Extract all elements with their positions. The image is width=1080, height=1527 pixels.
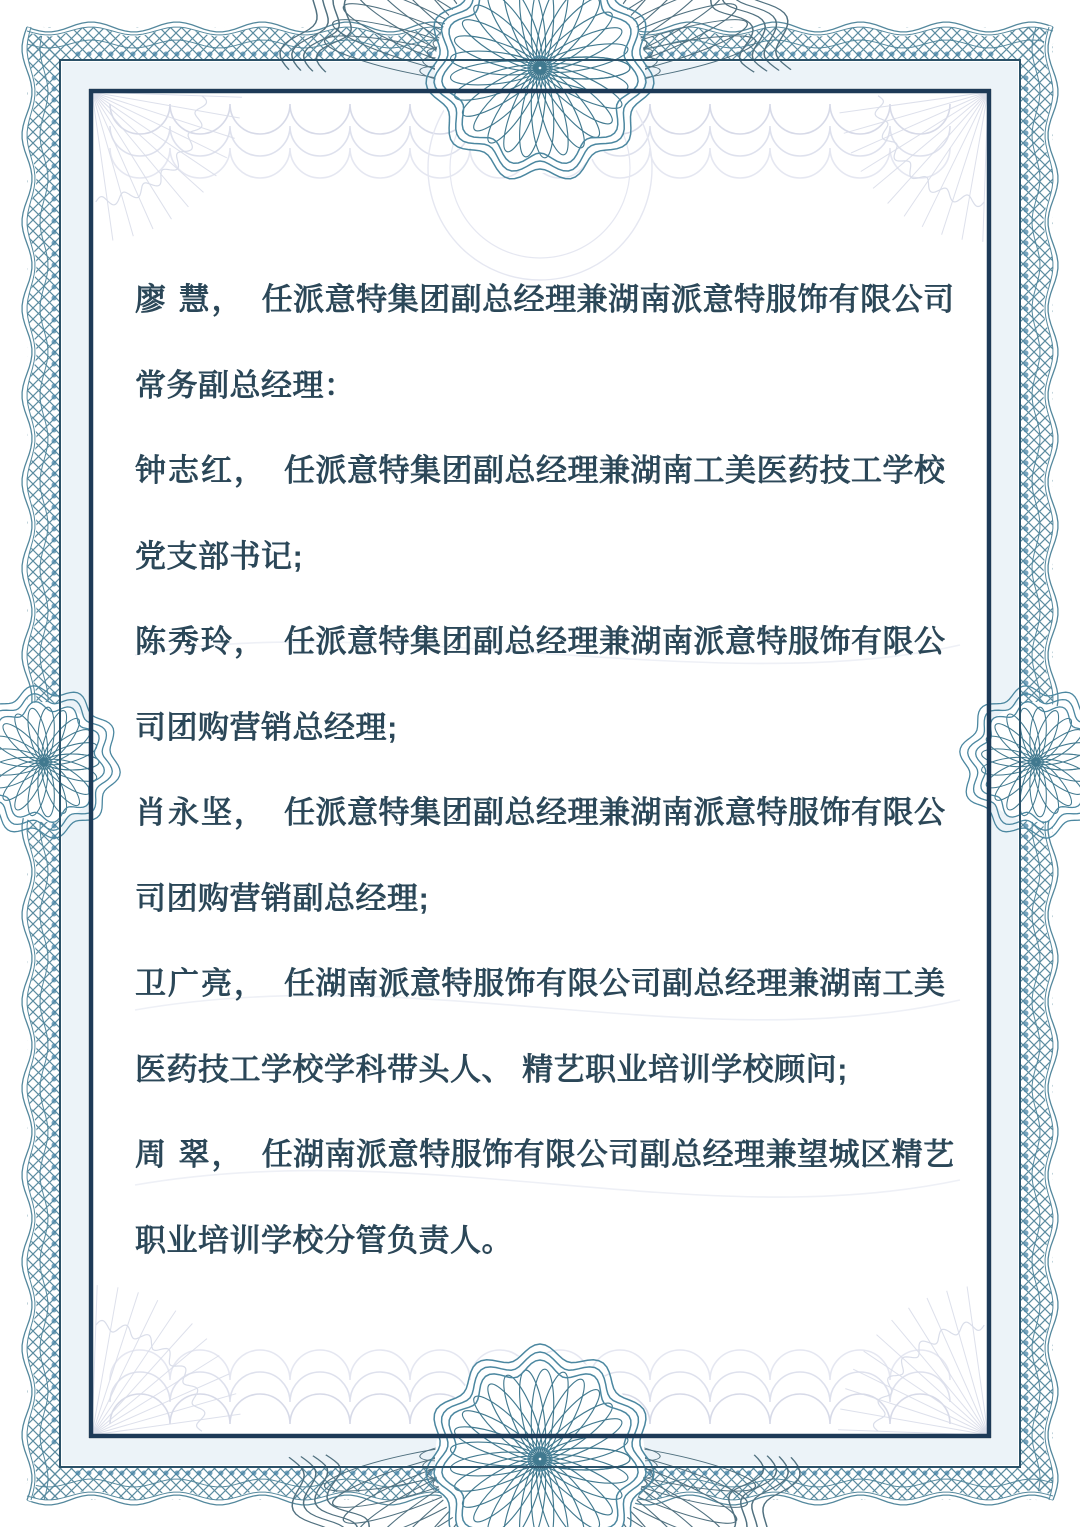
- appointment-text: 司团购营销总经理;: [135, 709, 398, 745]
- person-name: 周 翠，: [135, 1137, 245, 1172]
- appointment-text: 党支部书记;: [135, 538, 304, 574]
- paragraph-2-line-1: [135, 428, 975, 514]
- appointment-text: 医药技工学校学科带头人、 精艺职业培训学校顾问;: [135, 1051, 848, 1087]
- person-name: 肖永坚，: [135, 795, 267, 830]
- appointment-text: 职业培训学校分管负责人。: [135, 1222, 513, 1258]
- paragraph-6-line-1: [135, 1112, 975, 1198]
- person-name: 钟志红，: [135, 453, 267, 488]
- paragraph-3-line-1: [135, 599, 975, 685]
- appointment-text: 司团购营销副总经理;: [135, 880, 430, 916]
- person-name: 卫广亮，: [135, 966, 267, 1001]
- paragraph-2-line-2: [135, 514, 975, 600]
- paragraph-4-line-1: [135, 770, 975, 856]
- paragraph-1-line-1: [135, 257, 975, 343]
- paragraph-4-line-2: [135, 856, 975, 942]
- paragraph-5-line-2: [135, 1027, 975, 1113]
- appointment-text-block: [135, 257, 975, 1283]
- appointment-text: 任湖南派意特服饰有限公司副总经理兼望城区精艺: [261, 1137, 955, 1172]
- paragraph-5-line-1: [135, 941, 975, 1027]
- appointment-text: 任湖南派意特服饰有限公司副总经理兼湖南工美: [284, 966, 946, 1001]
- appointment-text: 任派意特集团副总经理兼湖南派意特服饰有限公: [284, 624, 946, 659]
- appointment-text: 任派意特集团副总经理兼湖南派意特服饰有限公: [284, 795, 946, 830]
- paragraph-1-line-2: [135, 343, 975, 429]
- person-name: 陈秀玲，: [135, 624, 267, 659]
- appointment-text: 常务副总经理：: [135, 367, 356, 403]
- person-name: 廖 慧，: [135, 282, 245, 317]
- paragraph-3-line-2: [135, 685, 975, 771]
- appointment-text: 任派意特集团副总经理兼湖南派意特服饰有限公司: [261, 282, 955, 317]
- appointment-text: 任派意特集团副总经理兼湖南工美医药技工学校: [284, 453, 946, 488]
- paragraph-6-line-2: [135, 1198, 975, 1284]
